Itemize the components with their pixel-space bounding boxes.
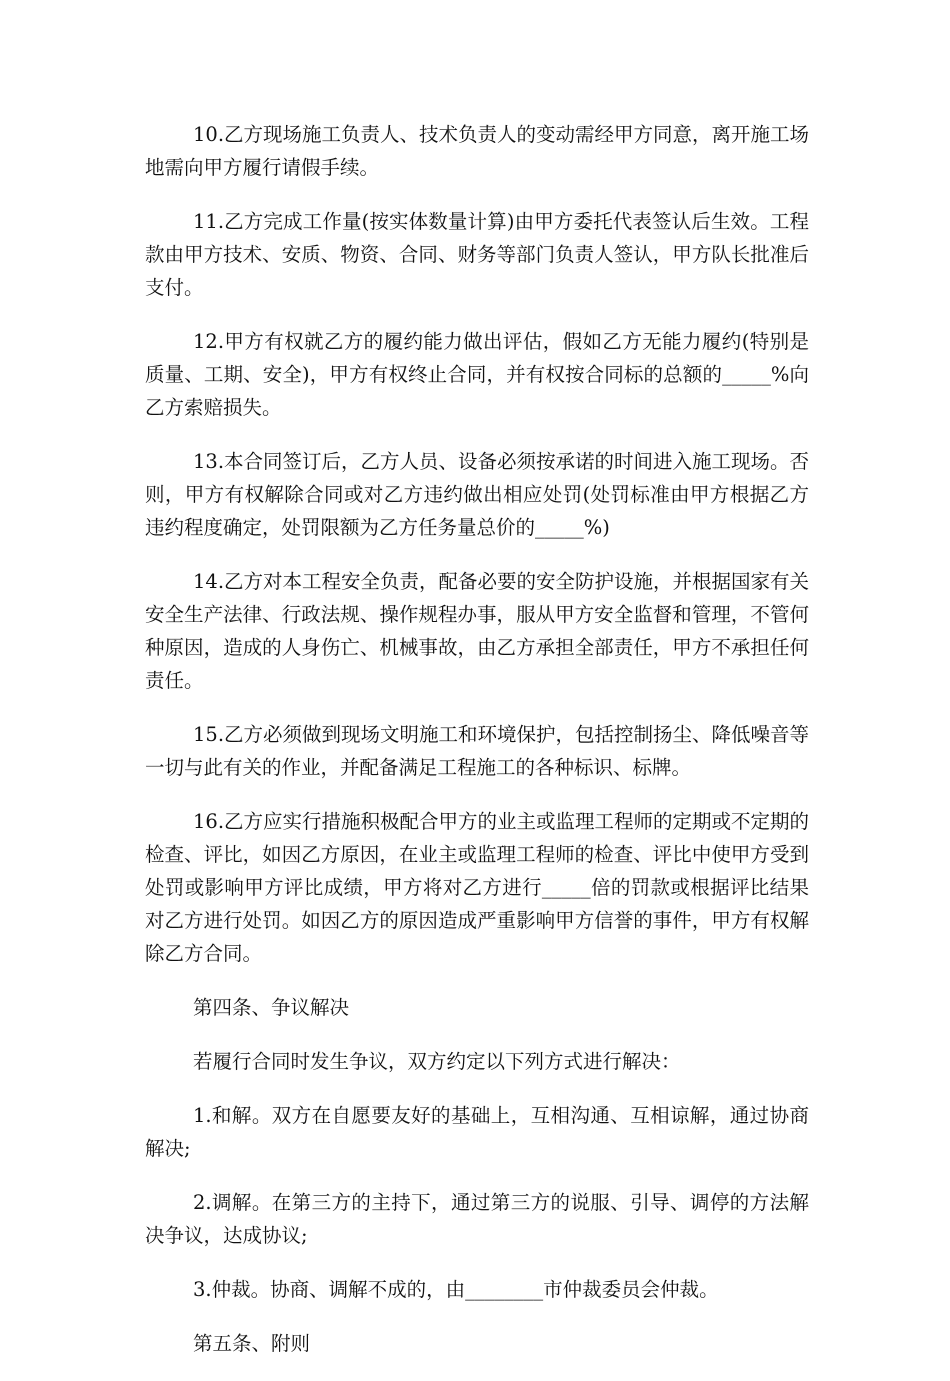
section-heading-dispute: 第四条、争议解决 — [193, 996, 350, 1019]
dispute-item-arbitration: 3.仲裁。协商、调解不成的，由________市仲裁委员会仲裁。 — [193, 1278, 719, 1301]
dispute-item-mediation: 2.调解。在第三方的主持下，通过第三方的说服、引导、调停的方法解决争议，达成协议; — [145, 1191, 809, 1247]
clause-11: 11.乙方完成工作量(按实体数量计算)由甲方委托代表签认后生效。工程款由甲方技术、安质、物资、合同、财务等部门负责人签认，甲方队长批准后支付。 — [145, 210, 809, 299]
clause-13: 13.本合同签订后，乙方人员、设备必须按承诺的时间进入施工现场。否则，甲方有权解除合同或对乙方违约做出相应处罚(处罚标准由甲方根据乙方违约程度确定，处罚限额为乙方任务量总价的_____%) — [145, 450, 810, 539]
dispute-intro: 若履行合同时发生争议，双方约定以下列方式进行解决： — [193, 1050, 681, 1073]
clause-16: 16.乙方应实行措施积极配合甲方的业主或监理工程师的定期或不定期的检查、评比，如因乙方原因，在业主或监理工程师的检查、评比中使甲方受到处罚或影响甲方评比成绩，甲方将对乙方进行_____倍的罚款或根据评比结果对乙方进行处罚。如因乙方的原因造成严重影响甲方信誉的事件，甲方有权解除乙方合同。 — [145, 810, 810, 965]
section-heading-supplementary: 第五条、附则 — [193, 1332, 311, 1355]
dispute-item-negotiation: 1.和解。双方在自愿要友好的基础上，互相沟通、互相谅解，通过协商解决; — [145, 1104, 809, 1160]
document-body — [145, 118, 809, 1381]
clause-14: 14.乙方对本工程安全负责，配备必要的安全防护设施，并根据国家有关安全生产法律、行政法规、操作规程办事，服从甲方安全监督和管理，不管何种原因，造成的人身伤亡、机械事故，由乙方承担全部责任，甲方不承担任何责任。 — [145, 570, 810, 692]
clause-15: 15.乙方必须做到现场文明施工和环境保护，包括控制扬尘、降低噪音等一切与此有关的作业，并配备满足工程施工的各种标识、标牌。 — [145, 723, 810, 779]
clause-10: 10.乙方现场施工负责人、技术负责人的变动需经甲方同意，离开施工场地需向甲方履行请假手续。 — [145, 123, 810, 179]
clause-12: 12.甲方有权就乙方的履约能力做出评估，假如乙方无能力履约(特别是质量、工期、安全)，甲方有权终止合同，并有权按合同标的总额的_____%向乙方索赔损失。 — [145, 330, 809, 419]
